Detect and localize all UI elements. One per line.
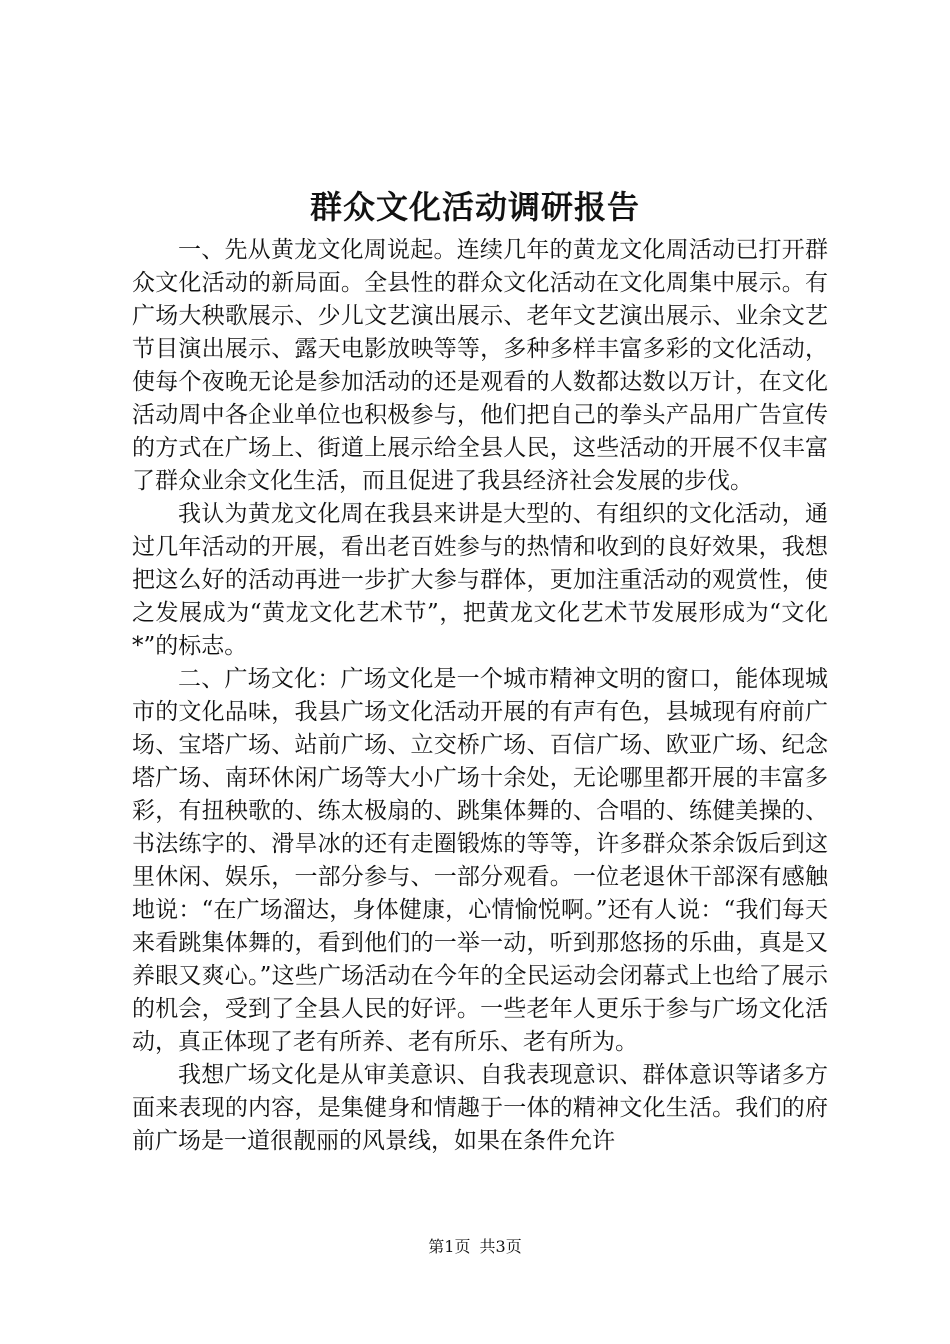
paragraph-4: 我想广场文化是从审美意识、自我表现意识、群体意识等诸多方面来表现的内容，是集健身和情趣于一体的精神文化生活。我们的府前广场是一道很靓丽的风景线，如果在条件允许 (132, 1062, 828, 1154)
total-pages: 共3页 (479, 1237, 522, 1256)
paragraph-3: 二、广场文化：广场文化是一个城市精神文明的窗口，能体现城市的文化品味，我县广场文化活动开展的有声有色，县城现有府前广场、宝塔广场、站前广场、立交桥广场、百信广场、欧亚广场、纪念塔广场、南环休闲广场等大小广场十余处，无论哪里都开展的丰富多彩，有扭秧歌的、练太极扇的、跳集体舞的、合唱的、练健美操的、书法练字的、滑旱冰的还有走圈锻炼的等等，许多群众茶余饭后到这里休闲、娱乐，一部分参与、一部分观看。一位老退休干部深有感触地说：“在广场溜达，身体健康，心情愉悦啊。”还有人说：“我们每天来看跳集体舞的，看到他们的一举一动，听到那悠扬的乐曲，真是又养眼又爽心。”这些广场活动在今年的全民运动会闭幕式上也给了展示的机会，受到了全县人民的好评。一些老年人更乐于参与广场文化活动，真正体现了老有所养、老有所乐、老有所为。 (132, 666, 828, 1055)
paragraph-1: 一、先从黄龙文化周说起。连续几年的黄龙文化周活动已打开群众文化活动的新局面。全县性的群众文化活动在文化周集中展示。有广场大秧歌展示、少儿文艺演出展示、老年文艺演出展示、业余文艺节目演出展示、露天电影放映等等，多种多样丰富多彩的文化活动，使每个夜晚无论是参加活动的还是观看的人数都达数以万计，在文化活动周中各企业单位也积极参与，他们把自己的拳头产品用广告宣传的方式在广场上、街道上展示给全县人民，这些活动的开展不仅丰富了群众业余文化生活，而且促进了我县经济社会发展的步伐。 (132, 237, 828, 494)
document-title: 群众文化活动调研报告 (309, 188, 640, 226)
page-number: 第1页 (428, 1237, 471, 1256)
page-footer (0, 1236, 950, 1258)
document-body (132, 234, 828, 1158)
paragraph-2: 我认为黄龙文化周在我县来讲是大型的、有组织的文化活动，通过几年活动的开展，看出老百姓参与的热情和收到的良好效果，我想把这么好的活动再进一步扩大参与群体，更加注重活动的观赏性，使之发展成为“黄龙文化艺术节”，把黄龙文化艺术节发展形成为“文化*”的标志。 (132, 501, 828, 659)
